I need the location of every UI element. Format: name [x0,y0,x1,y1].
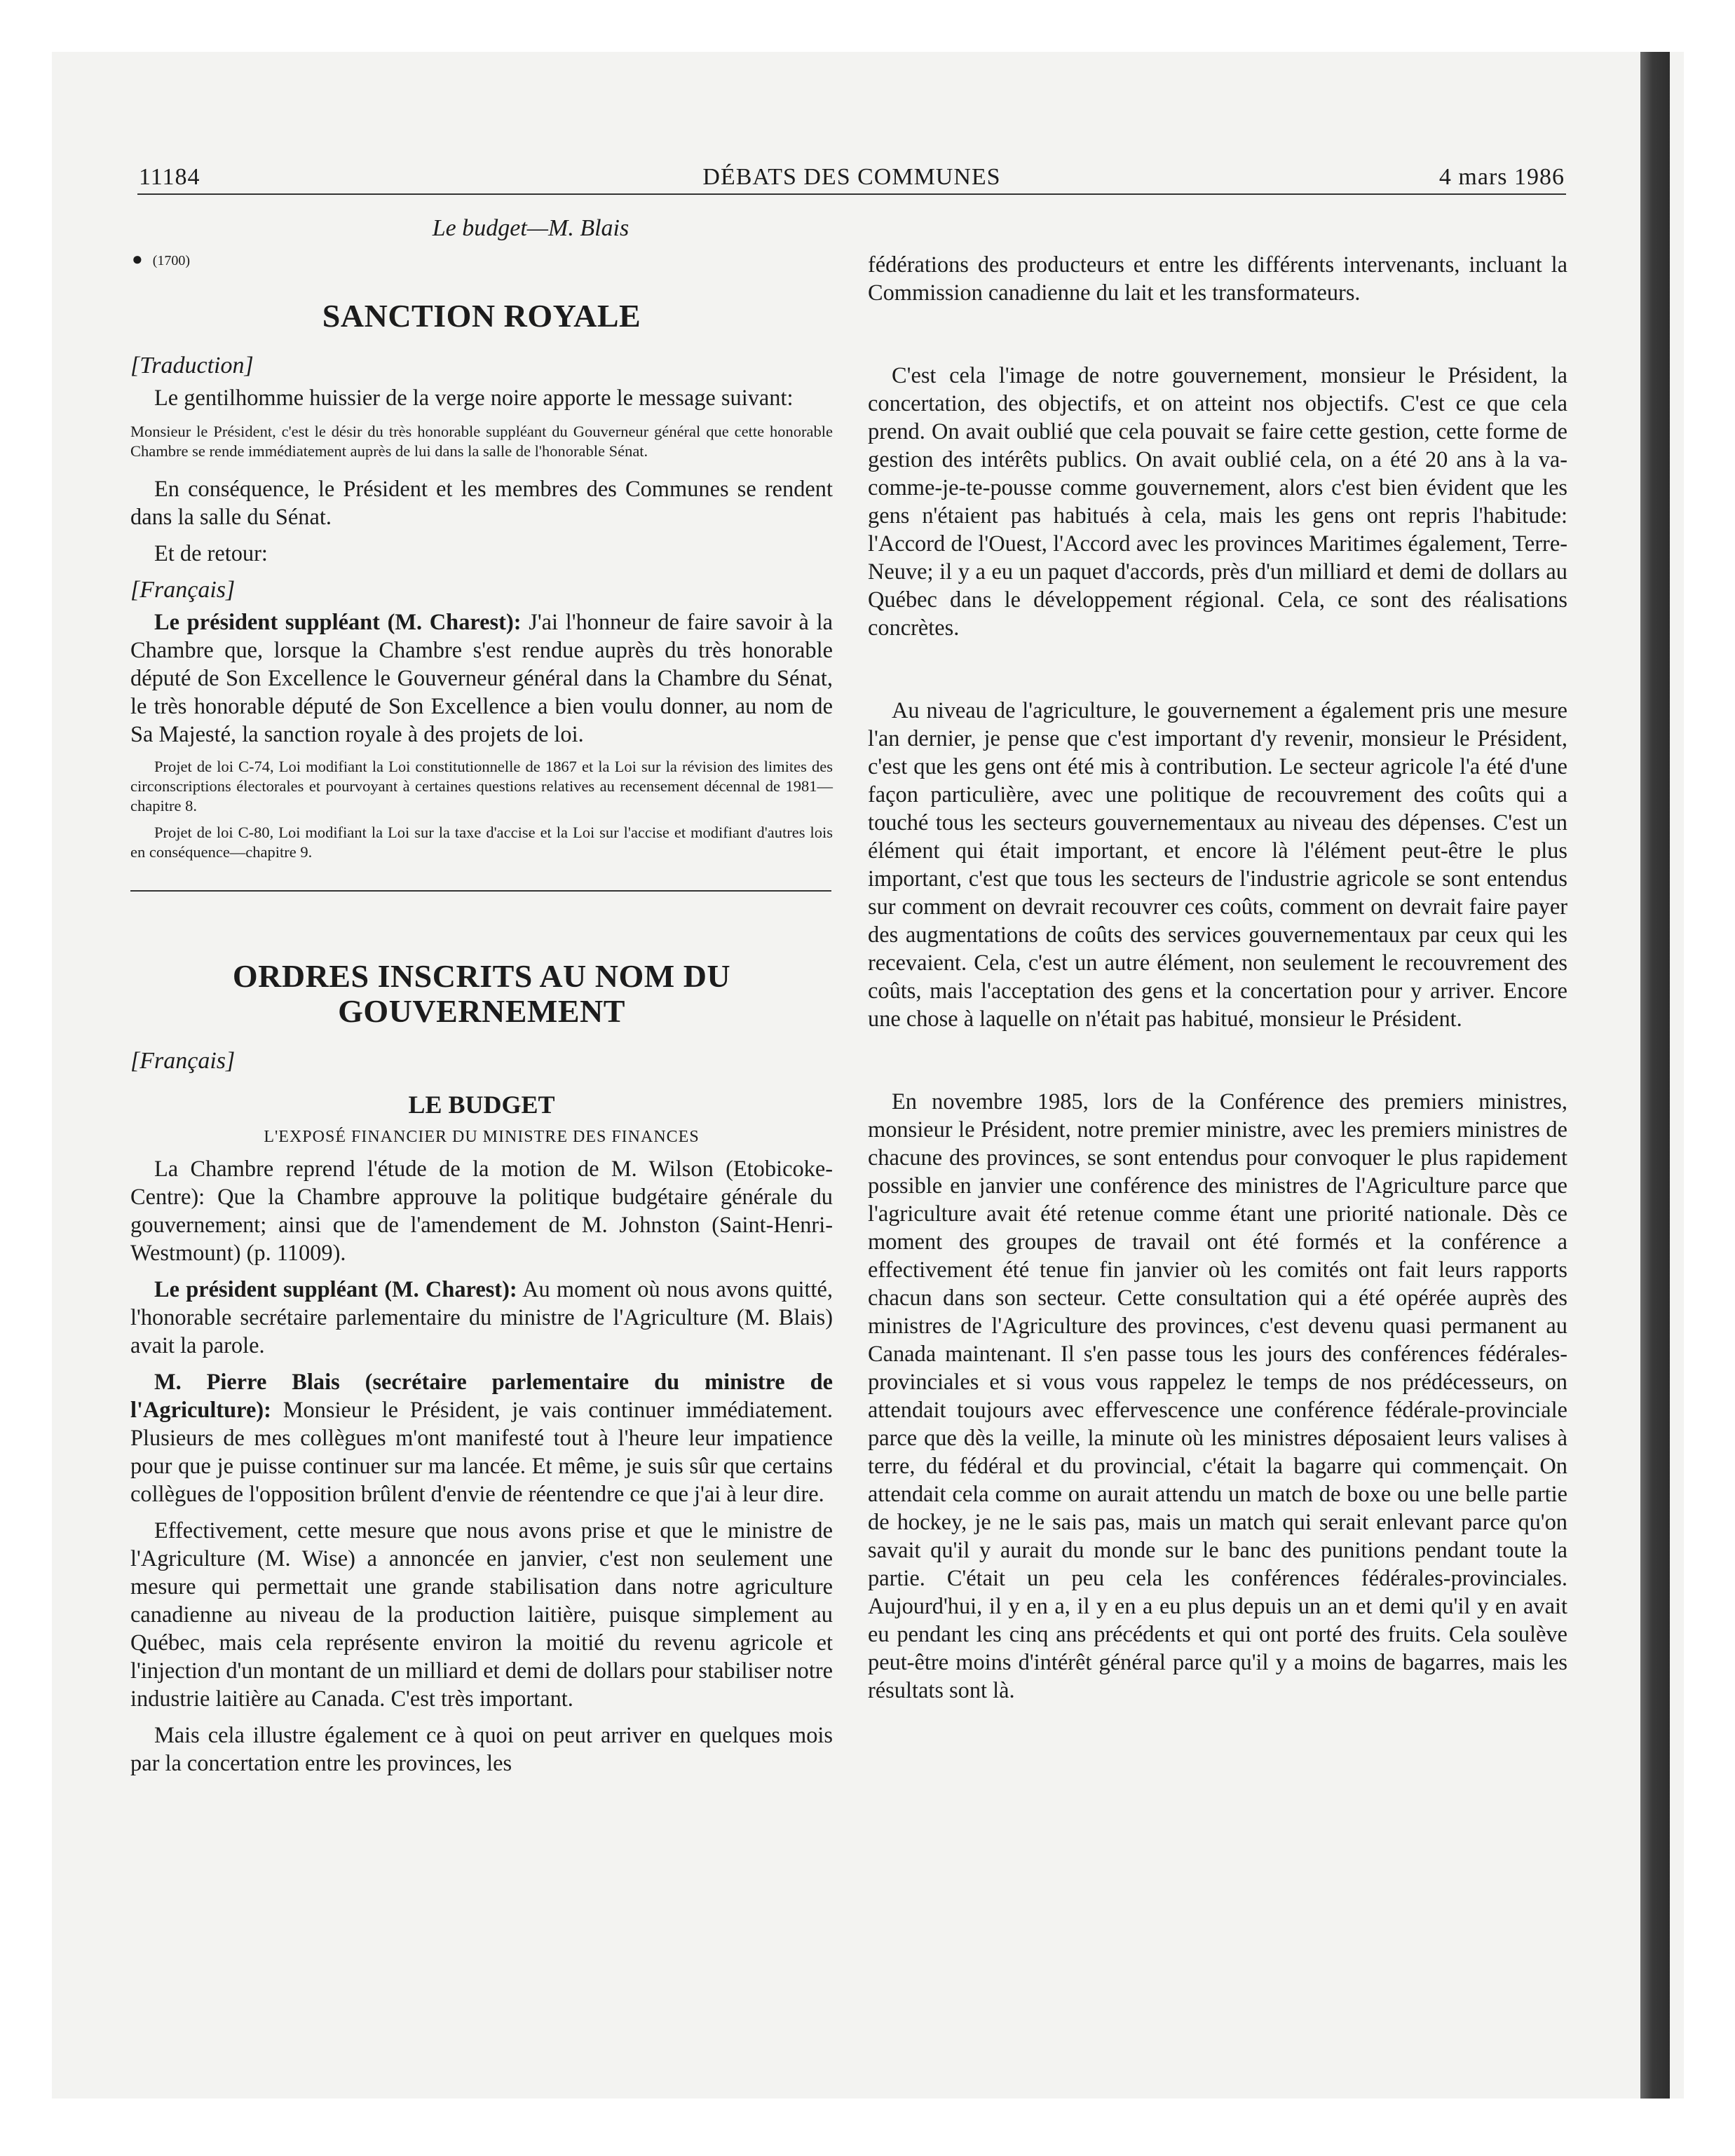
time-mark-text: (1700) [152,253,191,268]
paragraph: En novembre 1985, lors de la Conférence des premiers ministres, monsieur le Président, notre premier ministre, avec les premiers ministres de chacune des provinces, se sont entendus pour convoquer le plus rapidement possible en janvier une conférence des ministres de l'Agriculture parce que l'agriculture avait été retenue comme étant une priorité nationale. Dès ce moment des groupes de travail ont été formés et la conférence a effectivement été tenue fin janvier où les comités ont fait leurs rapports chacun dans son secteur. Cette consultation qui a été opérée auprès des ministres de l'Agriculture des provinces, c'est devenu quasi permanent au Canada maintenant. Il s'en passe tous les jours des conférences fédérales-provinciales et si vous vous rappelez le temps de nos prédécesseurs, on attendait toujours avec effervescence une conférence fédérale-provinciale parce que dès la veille, la minute où les ministres déposaient leurs valises à terre, du fédéral et du provincial, c'était la bagarre qui commençait. On attendait cela comme on aurait attendu un match de boxe ou une belle partie de hockey, je ne le sais pas, mais un match qui serait enlevant parce qu'on savait qu'il y aurait du monde sur le banc des punitions pendant toute la partie. C'était un peu cela les conférences fédérales-provinciales. Aujourd'hui, il y en a, il y en a eu plus depuis un an et demi qu'il y en avait eu pendant les cinq ans précédents et qui ont porté des fruits. Cela soulève peut-être moins d'intérêt général parce qu'il y a moins de bagarres, mais les résultats sont là. [868,1089,1567,1703]
speech-text: Au moment où nous avons quitté, l'honorable secrétaire parlementaire du ministre de l'Agriculture (M. Blais) avait la parole. [130,1277,833,1358]
speech-text: J'ai l'honneur de faire savoir à la Chambre que, lorsque la Chambre s'est rendue auprès du très honorable député de Son Excellence le Gouverneur général dans la Chambre du Sénat, le très honorable député de Son Excellence a bien voulu donner, au nom de Sa Majesté, la sanction royale à des projets de loi. [130,610,833,747]
bullet-icon: ● [132,249,143,269]
paragraph: La Chambre reprend l'étude de la motion de M. Wilson (Etobicoke-Centre): Que la Chambre approuve la politique budgétaire générale du gouvernement; ainsi que de l'amendement de M. Johnston (Saint-Henri-Westmount) (p. 11009). [130,1157,833,1266]
running-title: Le budget—M. Blais [432,215,630,241]
speaker-name: Le président suppléant (M. Charest): [154,610,522,635]
heading-government-orders: ORDRES INSCRITS AU NOM DU GOUVERNEMENT [232,958,731,1029]
paragraph: Le gentilhomme huissier de la verge noire apporte le message suivant: [154,386,794,411]
paragraph-spacer [868,315,1567,362]
message-text: Monsieur le Président, c'est le désir du très honorable suppléant du Gouverneur général que cette honorable Chambre se rende immédiatement auprès de lui dans la salle de l'honorable Sénat. [130,423,833,460]
page-header [137,160,1566,195]
paragraph [130,1368,833,1508]
speaker-name: M. Pierre Blais (secrétaire parlementaire du ministre de l'Agriculture): [130,1370,833,1423]
column-top-spacer [868,207,1567,251]
paragraph: fédérations des producteurs et entre les différents intervenants, incluant la Commission canadienne du lait et les transformateurs. [868,252,1567,306]
paragraph-spacer [868,650,1567,697]
paragraph-spacer [868,1042,1567,1088]
bill-entry: Projet de loi C-74, Loi modifiant la Loi constitutionnelle de 1867 et la Loi sur la révision des limites des circonscriptions électorales et pourvoyant à certaines questions relatives au recensement décennal de 1981—chapitre 8. [130,758,833,814]
paragraph [130,1276,833,1360]
time-mark [132,245,833,275]
publication-title: DÉBATS DES COMMUNES [702,164,1001,190]
tag-traduction: [Traduction] [130,353,254,378]
budget-subheading: L'EXPOSÉ FINANCIER DU MINISTRE DES FINANCES [264,1128,700,1146]
budget-heading: LE BUDGET [408,1091,555,1119]
page-number: 11184 [139,164,200,190]
tag-francais: [Français] [130,1048,236,1074]
paragraph: Et de retour: [154,541,268,566]
section-divider [130,890,831,892]
right-column [868,207,1567,1713]
paragraph: Mais cela illustre également ce à quoi on peut arriver en quelques mois par la concertation entre les provinces, les [130,1723,833,1776]
left-column [130,207,833,1786]
publication-date: 4 mars 1986 [1438,164,1565,190]
paragraph: En conséquence, le Président et les membres des Communes se rendent dans la salle du Sénat. [130,477,833,530]
bill-entry: Projet de loi C-80, Loi modifiant la Loi sur la taxe d'accise et la Loi sur l'accise et modifiant d'autres lois en conséquence—chapitre 9. [130,824,833,861]
speech-text: Monsieur le Président, je vais continuer immédiatement. Plusieurs de mes collègues m'ont manifesté tout à l'heure leur impatience pour que je puisse continuer sur ma lancée. Et même, je suis sûr que certains collègues de l'opposition brûlent d'envie de réentendre ce que j'ai à leur dire. [130,1398,833,1507]
tag-francais: [Français] [130,577,236,603]
scan-edge [1640,52,1670,2099]
paragraph: C'est cela l'image de notre gouvernement, monsieur le Président, la concertation, des objectifs, et on atteint nos objectifs. C'est ce que cela prend. On avait oublié que cela pouvait se faire cette gestion, cette forme de gestion des intérêts publics. On avait oublié cela, on a été 20 ans à la va-comme-je-te-pousse comme gouvernement, alors c'est bien évident que les gens n'étaient pas habitués à cela, mais les gens ont repris l'habitude: l'Accord de l'Ouest, l'Accord avec les provinces Maritimes également, Terre-Neuve; il y a eu un paquet d'accords, près d'un milliard et demi de dollars au Québec dans le développement régional. Cela, ce sont des réalisations concrètes. [868,363,1567,641]
paragraph [130,608,833,749]
paragraph: Au niveau de l'agriculture, le gouvernement a également pris une mesure l'an dernier, je pense que c'est important d'y revenir, monsieur le Président, c'est que les gens ont été mis à contribution. Le secteur agricole l'a été d'une façon particulière, avec une politique de recouvrement des coûts qui a touché tous les secteurs gouvernementaux au niveau des dépenses. C'est un élément qui était important, et encore là l'élément peut-être le plus important, c'est que tous les secteurs de l'industrie agricole se sont entendus sur comment on devrait recouvrer ces coûts, comment on devrait faire payer des augmentations de coûts des services gouvernementaux par ceux qui les recevaient. Cela, c'est un autre élément, non seulement le recouvrement des coûts, mais l'acceptation des gens et la concertation pour y arriver. Encore une chose à laquelle on n'était pas habitué, monsieur le Président. [868,698,1567,1032]
speaker-name: Le président suppléant (M. Charest): [154,1277,517,1302]
heading-royal-assent: SANCTION ROYALE [322,298,641,334]
paragraph: Effectivement, cette mesure que nous avons prise et que le ministre de l'Agriculture (M. Wise) a annoncée en janvier, c'est non seulement une mesure qui permettait une grande stabilisation dans notre agriculture canadienne au niveau de la production laitière, puisque simplement au Québec, mais cela représente environ la moitié du revenu agricole et l'injection d'un montant de un milliard et demi de dollars pour stabiliser notre industrie laitière au Canada. C'est très important. [130,1518,833,1712]
